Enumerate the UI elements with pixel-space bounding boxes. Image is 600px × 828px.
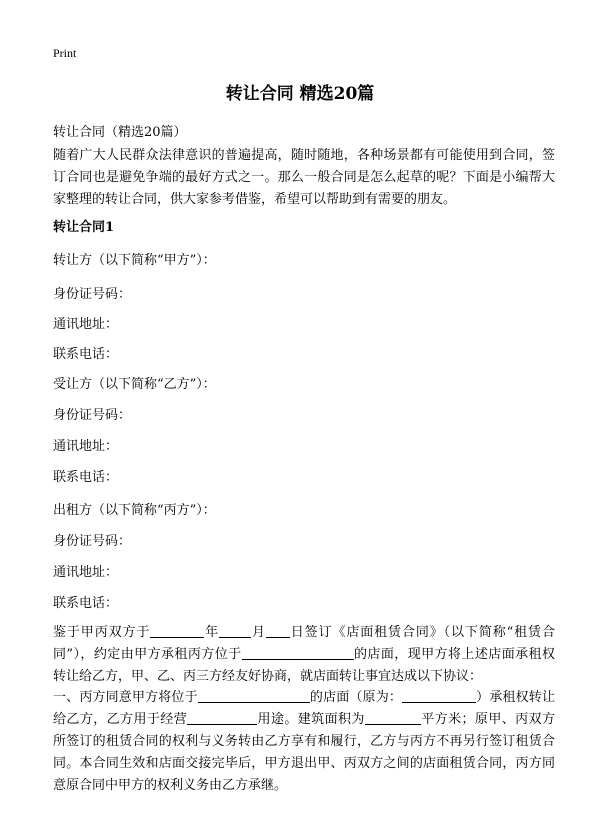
transferor-id-label: 身份证号码： [53,287,132,302]
business-use-blank [187,710,257,725]
lessor-address-label: 通讯地址： [53,565,119,580]
section-heading: 转让合同1 [53,220,115,235]
transferor-phone-label: 联系电话： [53,347,119,362]
document-title: 转让合同 精选20篇 [225,84,375,104]
print-link[interactable]: Print [53,46,77,60]
store-location-blank [198,688,310,703]
lessor-label: 出租方（以下简称“丙方”）： [53,503,216,518]
location-blank [242,645,354,660]
lessor-id-label: 身份证号码： [53,534,132,549]
transferee-phone-label: 联系电话： [53,470,119,485]
original-use-blank [402,688,476,703]
year-blank [150,623,204,638]
transferor-address-label: 通讯地址： [53,317,119,332]
lessor-phone-label: 联系电话： [53,596,119,611]
document-subtitle: 转让合同（精选20篇） [53,125,187,140]
clause-one-paragraph: 一、丙方同意甲方将位于 的店面（原为： ）承租权转让给乙方，乙方用于经营 用途。建筑面积为 平方米；原甲、丙双方所签订的租赁合同的权利与义务转由乙方享有和履行，乙方与丙方不再另行签订租赁合同。本合同生效和店面交接完毕后，甲方退出甲、丙双方之间的店面租赁合同，丙方同意原合同中甲方的权利义务由乙方承继。 [53,690,555,793]
transferee-id-label: 身份证号码： [53,408,132,423]
area-blank [365,710,421,725]
month-blank [219,623,251,638]
preamble-paragraph: 鉴于甲丙双方于 年 月 日签订《店面租赁合同》（以下简称“租赁合同”），约定由甲方承租丙方位于 的店面，现甲方将上述店面承租权转让给乙方，甲、乙、丙三方经友好协商，就店面转让事宜达成以下协议： [53,625,555,684]
day-blank [266,623,290,638]
transferee-address-label: 通讯地址： [53,439,119,454]
transferor-label: 转让方（以下简称“甲方”）： [53,253,216,268]
intro-paragraph: 随着广大人民群众法律意识的普遍提高，随时随地，各种场景都有可能使用到合同，签订合同也是避免争端的最好方式之一。那么一般合同是怎么起草的呢？下面是小编帮大家整理的转让合同，供大家参考借鉴，希望可以帮助到有需要的朋友。 [53,148,555,207]
transferee-label: 受让方（以下简称“乙方”）： [53,377,216,392]
